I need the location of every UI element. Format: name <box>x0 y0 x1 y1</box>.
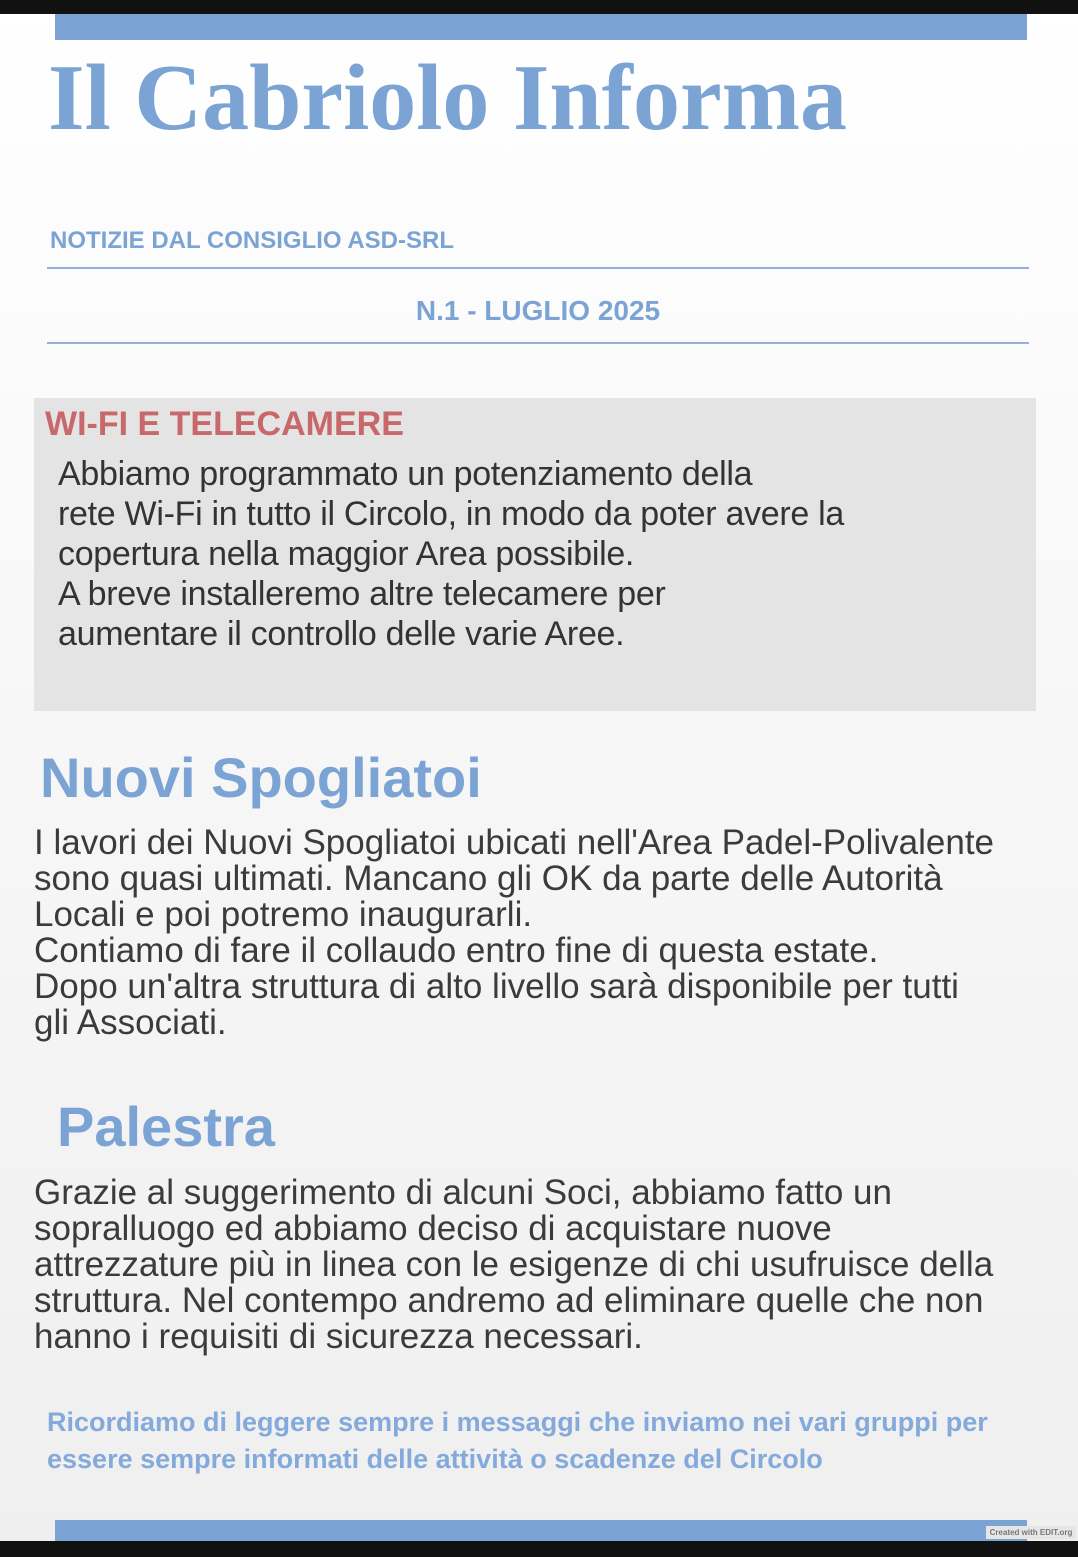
wifi-body-line: A breve installeremo altre telecamere per <box>58 575 666 613</box>
divider-top <box>47 267 1029 269</box>
reminder-note <box>47 1404 988 1478</box>
wifi-body <box>58 454 844 654</box>
section-heading-spogliatoi: Nuovi Spogliatoi <box>40 746 482 809</box>
top-accent-bar <box>55 14 1027 40</box>
reminder-note-line: essere sempre informati delle attività o scadenze del Circolo <box>47 1444 823 1474</box>
watermark: Created with EDIT.org <box>986 1526 1076 1539</box>
reminder-note-line: Ricordiamo di leggere sempre i messaggi che inviamo nei vari gruppi per <box>47 1407 988 1437</box>
section-heading-palestra: Palestra <box>57 1095 275 1158</box>
newsletter-title: Il Cabriolo Informa <box>48 46 847 150</box>
section-body-line: Dopo un'altra struttura di alto livello sarà disponibile per tutti <box>34 967 959 1006</box>
wifi-callout-box <box>34 398 1036 711</box>
wifi-body-line: copertura nella maggior Area possibile. <box>58 535 635 573</box>
wifi-heading: WI-FI E TELECAMERE <box>45 405 404 443</box>
section-body-line: sopralluogo ed abbiamo deciso di acquistare nuove <box>34 1209 832 1248</box>
newsletter-subtitle: NOTIZIE DAL CONSIGLIO ASD-SRL <box>50 227 455 254</box>
divider-bottom <box>47 342 1029 344</box>
section-body-line: sono quasi ultimati. Mancano gli OK da parte delle Autorità <box>34 859 943 898</box>
bottom-black-frame <box>0 1541 1078 1557</box>
wifi-body-line: Abbiamo programmato un potenziamento della <box>58 455 753 493</box>
bottom-accent-bar <box>55 1520 1027 1541</box>
section-body-line: attrezzature più in linea con le esigenze di chi usufruisce della <box>34 1245 994 1284</box>
wifi-body-line: aumentare il controllo delle varie Aree. <box>58 615 625 653</box>
issue-number: N.1 - LUGLIO 2025 <box>415 295 661 326</box>
wifi-body-line: rete Wi-Fi in tutto il Circolo, in modo da poter avere la <box>58 495 845 533</box>
section-body-spogliatoi <box>34 825 994 1041</box>
section-body-line: I lavori dei Nuovi Spogliatoi ubicati nell'Area Padel-Polivalente <box>34 823 995 862</box>
section-body-line: Contiamo di fare il collaudo entro fine di questa estate. <box>34 931 879 970</box>
top-black-frame <box>0 0 1078 14</box>
section-body-line: gli Associati. <box>34 1003 227 1042</box>
section-body-line: struttura. Nel contempo andremo ad eliminare quelle che non <box>34 1281 984 1320</box>
section-body-palestra <box>34 1175 993 1355</box>
section-body-line: hanno i requisiti di sicurezza necessari. <box>34 1317 643 1356</box>
section-body-line: Locali e poi potremo inaugurarli. <box>34 895 533 934</box>
section-body-line: Grazie al suggerimento di alcuni Soci, abbiamo fatto un <box>34 1173 892 1212</box>
